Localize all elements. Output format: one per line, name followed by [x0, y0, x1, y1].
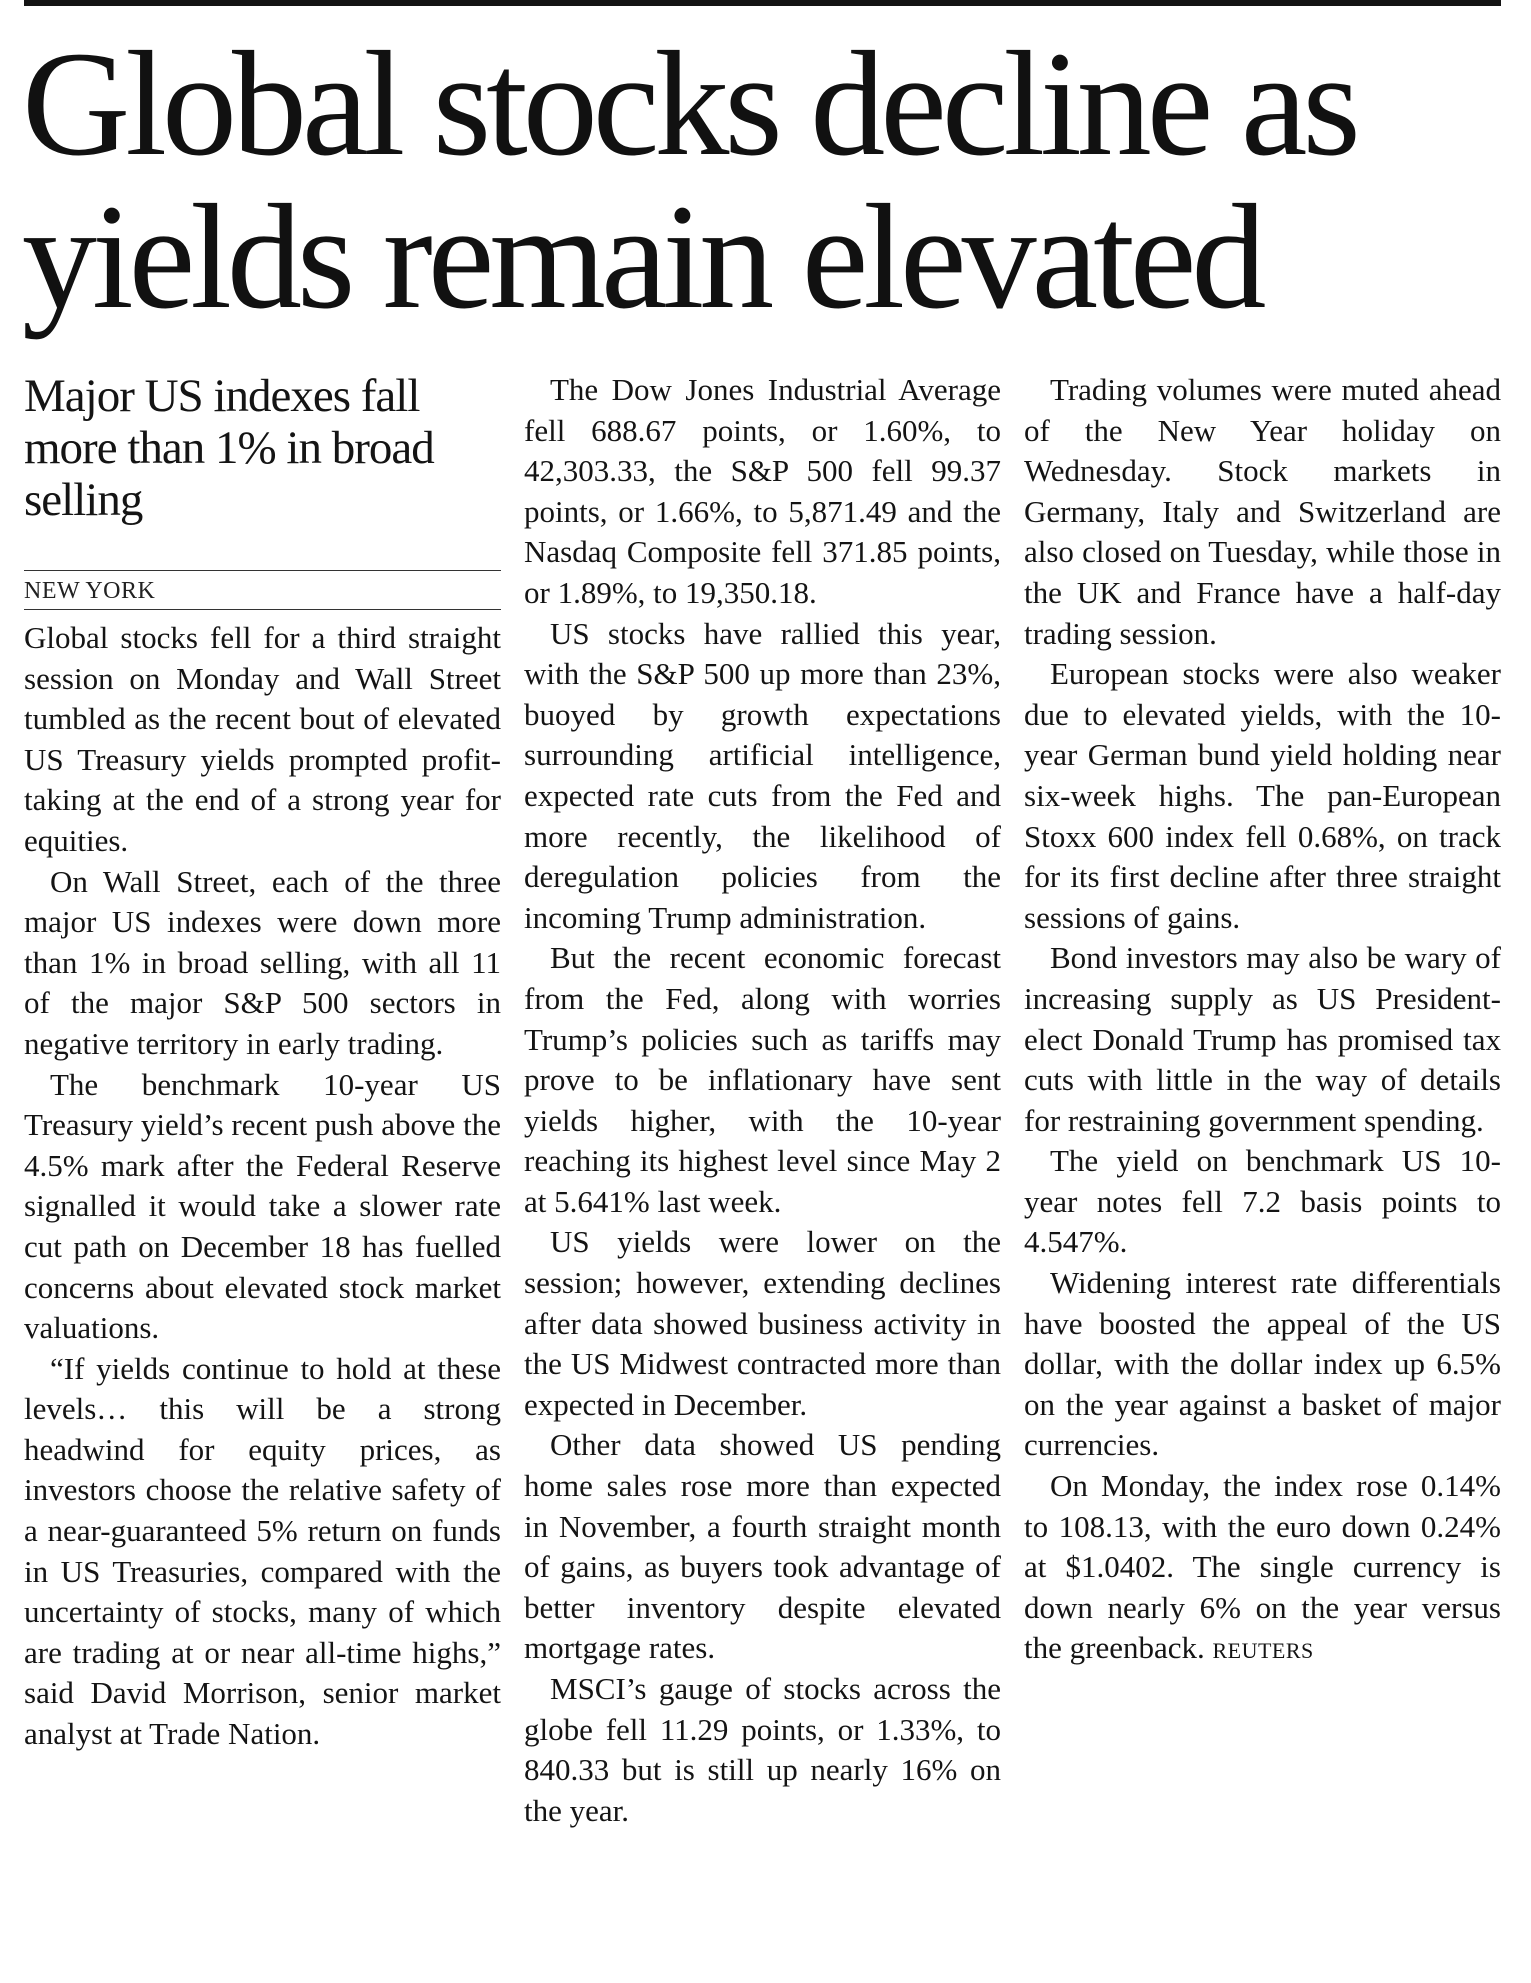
- article-paragraph: “If yields continue to hold at these levels… this will be a strong headwind for equity prices, as investors choose the relative safety of a near-guaranteed 5% return on funds in US Treasuries, compared with the uncertainty of stocks, many of which are trading at or near all-time highs,” said David Morrison, senior market analyst at Trade Nation.: [24, 1350, 501, 1752]
- column-3: [1024, 370, 1501, 1672]
- article-paragraph: US yields were lower on the session; however, extending declines after data showed business activity in the US Midwest contracted more than expected in December.: [524, 1224, 1001, 1422]
- article-paragraph: Trading volumes were muted ahead of the New Year holiday on Wednesday. Stock markets in Germany, Italy and Switzerland are also closed on Tuesday, while those in the UK and France have a half-day trading session.: [1024, 372, 1501, 651]
- final-paragraph-text: On Monday, the index rose 0.14% to 108.13, with the euro down 0.24% at $1.0402. The single currency is down nearly 6% on the year versus the greenback.: [1024, 1468, 1501, 1666]
- dateline: NEW YORK: [24, 578, 156, 604]
- article-paragraph: Bond investors may also be wary of increasing supply as US President-elect Donald Trump has promised tax cuts with little in the way of details for restraining government spending.: [1024, 940, 1501, 1138]
- article-paragraph: The yield on benchmark US 10-year notes fell 7.2 basis points to 4.547%.: [1024, 1143, 1501, 1260]
- article-paragraph: MSCI’s gauge of stocks across the globe fell 11.29 points, or 1.33%, to 840.33 but is still up nearly 16% on the year.: [524, 1671, 1001, 1828]
- dateline-rule-bottom: [24, 609, 501, 610]
- article-paragraph: Global stocks fell for a third straight session on Monday and Wall Street tumbled as the recent bout of elevated US Treasury yields prompted profit-taking at the end of a strong year for equities.: [24, 620, 501, 858]
- article-paragraph: On Wall Street, each of the three major US indexes were down more than 1% in broad selling, with all 11 of the major S&P 500 sectors in negative territory in early trading.: [24, 863, 501, 1061]
- article-paragraph: US stocks have rallied this year, with the S&P 500 up more than 23%, buoyed by growth expectations surrounding artificial intelligence, expected rate cuts from the Fed and more recently, the likelihood of deregulation policies from the incoming Trump administration.: [524, 615, 1001, 935]
- article-paragraph: The benchmark 10-year US Treasury yield’s recent push above the 4.5% mark after the Federal Reserve signalled it would take a slower rate cut path on December 18 has fuelled concerns about elevated stock market valuations.: [24, 1066, 501, 1346]
- article-body: [24, 370, 1501, 1950]
- article-paragraph: Other data showed US pending home sales rose more than expected in November, a fourth straight month of gains, as buyers took advantage of better inventory despite elevated mortgage rates.: [524, 1427, 1001, 1666]
- credit: REUTERS: [1212, 1638, 1314, 1664]
- article-paragraph: Widening interest rate differentials have boosted the appeal of the US dollar, with the dollar index up 6.5% on the year against a basket of major currencies.: [1024, 1265, 1501, 1463]
- dateline-rule-top: [24, 570, 501, 571]
- column-1: [24, 370, 501, 1755]
- column-2: [524, 370, 1001, 1831]
- top-rule: [24, 0, 1501, 6]
- article-paragraph-final: [1024, 1466, 1501, 1672]
- article-paragraph: European stocks were also weaker due to elevated yields, with the 10-year German bund yield holding near six-week highs. The pan-European Stoxx 600 index fell 0.68%, on track for its first decline after three straight sessions of gains.: [1024, 656, 1501, 935]
- subheadline: Major US indexes fall more than 1% in broad selling: [24, 370, 434, 526]
- headline: Global stocks decline as yields remain elevated: [22, 21, 1356, 340]
- article-paragraph: The Dow Jones Industrial Average fell 688.67 points, or 1.60%, to 42,303.33, the S&P 500 fell 99.37 points, or 1.66%, to 5,871.49 and the Nasdaq Composite fell 371.85 points, or 1.89%, to 19,350.18.: [524, 372, 1001, 610]
- article-paragraph: But the recent economic forecast from the Fed, along with worries Trump’s policies such as tariffs may prove to be inflationary have sent yields higher, with the 10-year reaching its highest level since May 2 at 5.641% last week.: [524, 940, 1001, 1219]
